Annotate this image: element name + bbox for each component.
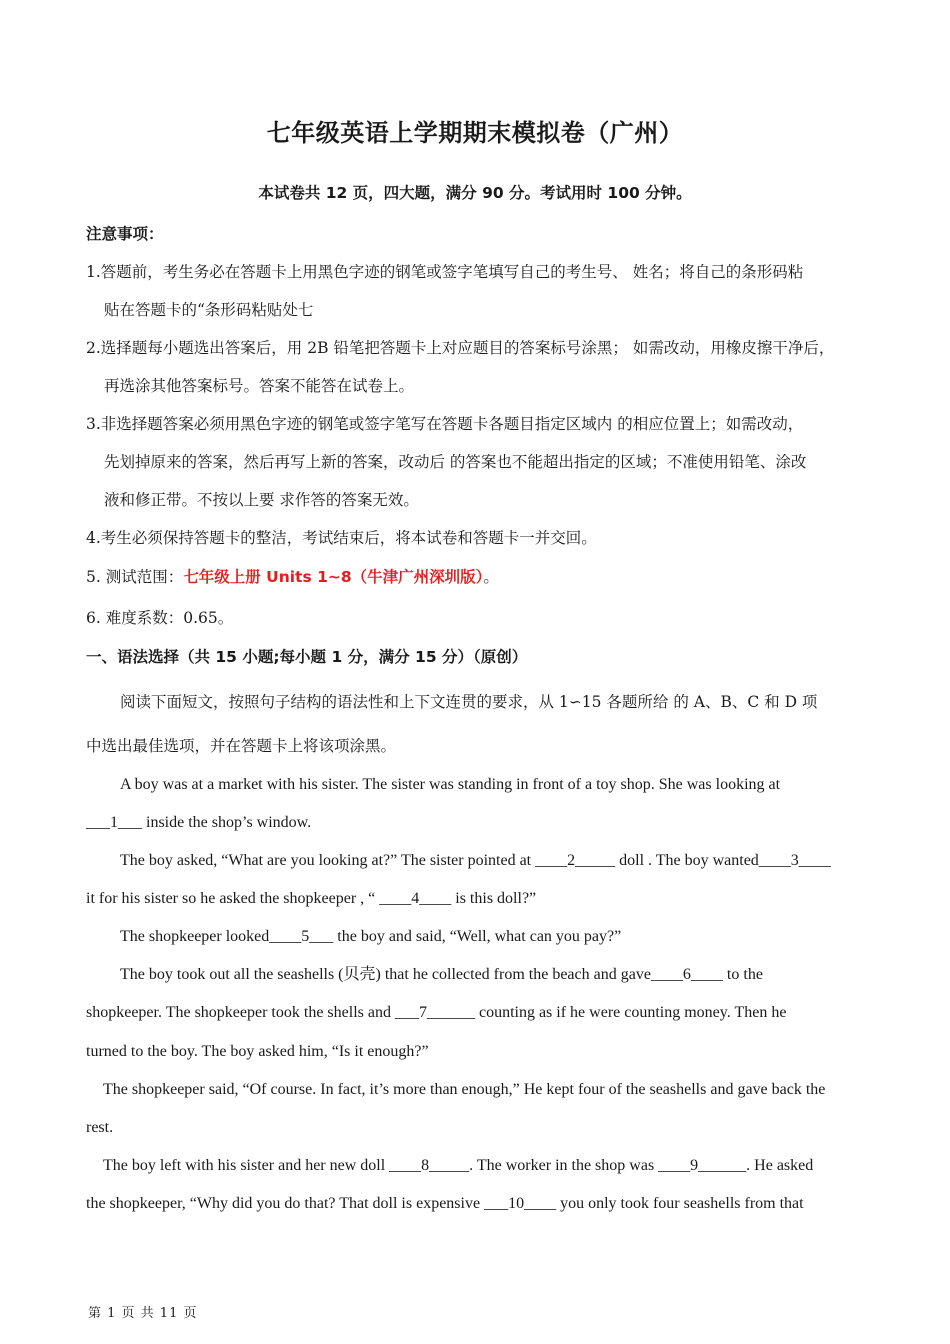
passage-line: rest.: [86, 1119, 114, 1136]
passage-line: The boy left with his sister and her new doll ____8_____. The worker in the shop was ____9______. He asked: [103, 1157, 814, 1174]
passage-line: The boy asked, “What are you looking at?” The sister pointed at ____2_____ doll . The boy wanted____3____: [120, 852, 831, 869]
note-line: 再选涂其他答案标号。答案不能答在试卷上。: [104, 377, 415, 395]
section-instruction: 阅读下面短文，按照句子结构的语法性和上下文连贯的要求，从 1∽15 各题所给 的 A、B、C 和 D 项: [120, 693, 818, 711]
note-line: 先划掉原来的答案，然后再写上新的答案，改动后 的答案也不能超出指定的区域；不准使用铅笔、涂改: [104, 453, 807, 471]
passage-line: The shopkeeper looked____5___ the boy and said, “Well, what can you pay?”: [120, 928, 622, 945]
page-number: 第 1 页 共 11 页: [88, 1306, 198, 1321]
passage-line: A boy was at a market with his sister. The sister was standing in front of a toy shop. She was looking at: [120, 776, 781, 793]
note-line: 贴在答题卡的“条形码粘贴处七: [104, 301, 314, 319]
test-scope-suffix: 。: [483, 568, 499, 586]
passage-line: The boy took out all the seashells (贝壳) that he collected from the beach and gave____6____ to the: [120, 966, 763, 983]
note-line: 1.答题前，考生务必在答题卡上用黑色字迹的钢笔或签字笔填写自己的考生号、 姓名；将自己的条形码粘: [86, 263, 804, 281]
passage-line: turned to the boy. The boy asked him, “Is it enough?”: [86, 1043, 429, 1060]
section-instruction: 中选出最佳选项，并在答题卡上将该项涂黑。: [86, 737, 397, 755]
test-scope-value: 七年级上册 Units 1~8（牛津广州深圳版）: [183, 568, 484, 586]
note-line: 4.考生必须保持答题卡的整洁，考试结束后，将本试卷和答题卡一并交回。: [86, 529, 597, 547]
page-title: 七年级英语上学期期末模拟卷（广州）: [266, 119, 684, 147]
note-line: 3.非选择题答案必须用黑色字迹的钢笔或签字笔写在答题卡各题目指定区域内 的相应位置上；如需改动，: [86, 415, 804, 433]
passage-line: ___1___ inside the shop’s window.: [86, 814, 312, 831]
note-line: 2.选择题每小题选出答案后，用 2B 铅笔把答题卡上对应题目的答案标号涂黑； 如需改动，用橡皮擦干净后，: [86, 339, 835, 357]
passage-line: the shopkeeper, “Why did you do that? That doll is expensive ___10____ you only took four seashells from that: [86, 1195, 804, 1212]
note-line: 液和修正带。不按以上要 求作答的答案无效。: [104, 491, 419, 509]
passage-line: shopkeeper. The shopkeeper took the shells and ___7______ counting as if he were counting money. Then he: [86, 1004, 787, 1021]
notes-heading: 注意事项：: [86, 225, 164, 243]
difficulty: 6. 难度系数：0.65。: [86, 609, 234, 627]
passage-line: it for his sister so he asked the shopkeeper , “ ____4____ is this doll?”: [86, 890, 537, 907]
test-scope: [86, 567, 499, 587]
exam-summary: 本试卷共 12 页，四大题，满分 90 分。考试用时 100 分钟。: [258, 184, 692, 202]
test-scope-label: 5. 测试范围：: [86, 568, 184, 586]
passage-line: The shopkeeper said, “Of course. In fact, it’s more than enough,” He kept four of the seashells and gave back the: [103, 1081, 826, 1098]
section-heading: 一、语法选择（共 15 小题;每小题 1 分，满分 15 分）（原创）: [86, 648, 528, 666]
